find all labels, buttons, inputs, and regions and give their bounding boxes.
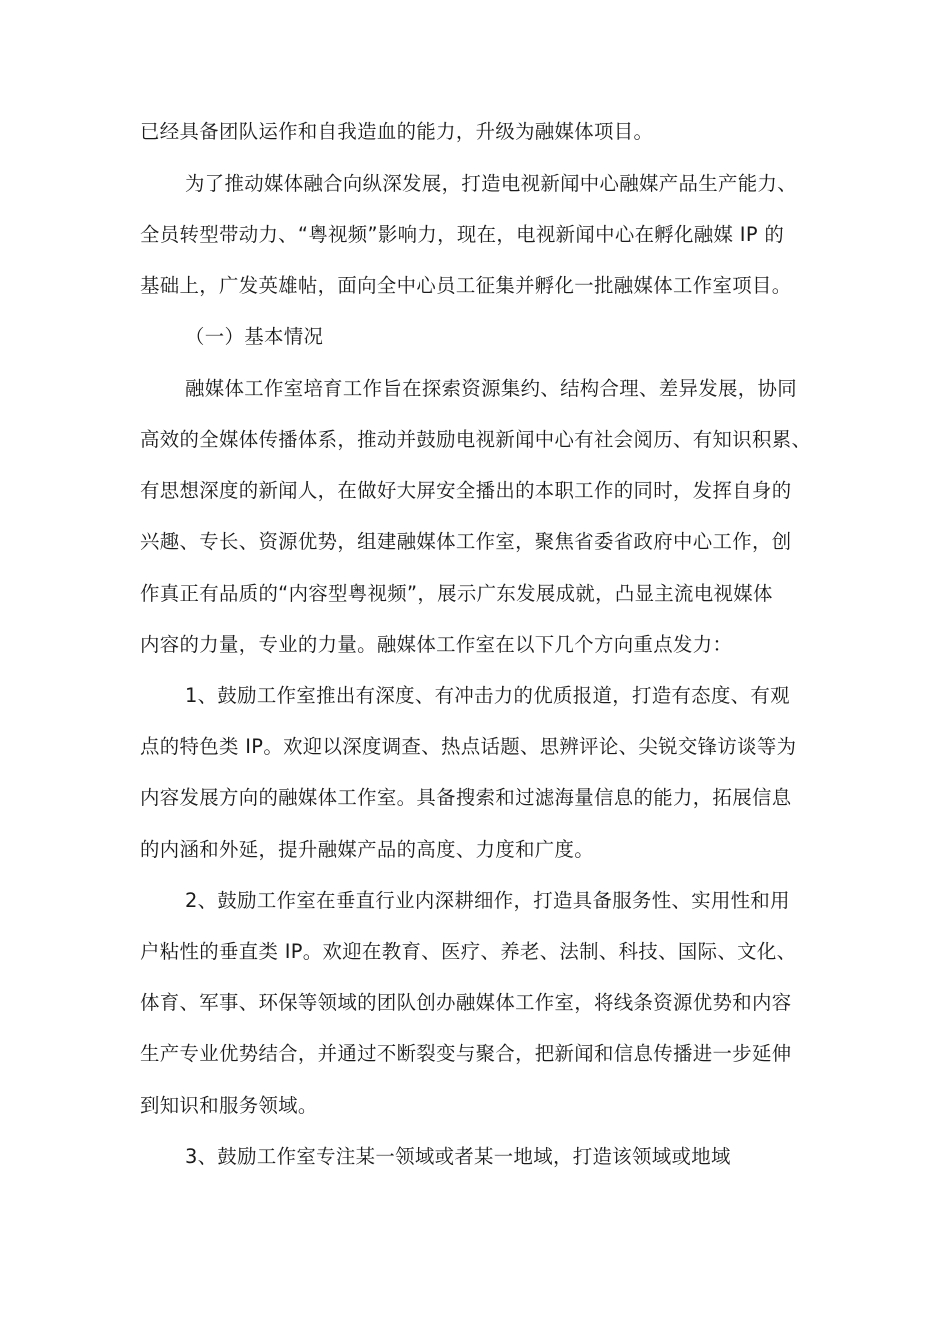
paragraph-line: 基础上，广发英雄帖，面向全中心员工征集并孵化一批融媒体工作室项目。 xyxy=(140,274,792,297)
paragraph-line: 为了推动媒体融合向纵深发展，打造电视新闻中心融媒产品生产能力、 xyxy=(185,172,797,195)
paragraph-line: 点的特色类 IP。欢迎以深度调查、热点话题、思辨评论、尖锐交锋访谈等为 xyxy=(140,735,797,758)
paragraph-line: 体育、军事、环保等领域的团队创办融媒体工作室，将线条资源优势和内容 xyxy=(140,991,792,1014)
paragraph-line: 的内涵和外延，提升融媒产品的高度、力度和广度。 xyxy=(140,838,595,861)
paragraph-line: 融媒体工作室培育工作旨在探索资源集约、结构合理、差异发展，协同 xyxy=(185,377,797,400)
paragraph-line: 3、鼓励工作室专注某一领域或者某一地域，打造该领域或地域 xyxy=(185,1145,731,1168)
paragraph-line: 内容的力量，专业的力量。融媒体工作室在以下几个方向重点发力： xyxy=(140,633,733,656)
paragraph-line: 全员转型带动力、“粤视频”影响力，现在，电视新闻中心在孵化融媒 IP 的 xyxy=(140,223,785,246)
paragraph-line: 作真正有品质的“内容型粤视频”，展示广东发展成就，凸显主流电视媒体 xyxy=(140,582,773,605)
paragraph-line: 生产专业优势结合，并通过不断裂变与聚合，把新闻和信息传播进一步延伸 xyxy=(140,1042,792,1065)
paragraph-line: 有思想深度的新闻人，在做好大屏安全播出的本职工作的同时，发挥自身的 xyxy=(140,479,792,502)
paragraph-line: 已经具备团队运作和自我造血的能力，升级为融媒体项目。 xyxy=(140,120,654,143)
paragraph-line: 高效的全媒体传播体系，推动并鼓励电视新闻中心有社会阅历、有知识积累、 xyxy=(140,428,812,451)
paragraph-line: 户粘性的垂直类 IP。欢迎在教育、医疗、养老、法制、科技、国际、文化、 xyxy=(140,940,797,963)
paragraph-line: 兴趣、专长、资源优势，组建融媒体工作室，聚焦省委省政府中心工作，创 xyxy=(140,530,792,553)
section-heading: （一）基本情况 xyxy=(185,325,324,348)
paragraph-line: 1、鼓励工作室推出有深度、有冲击力的优质报道，打造有态度、有观 xyxy=(185,684,790,707)
paragraph-line: 到知识和服务领域。 xyxy=(140,1094,318,1117)
paragraph-line: 内容发展方向的融媒体工作室。具备搜索和过滤海量信息的能力，拓展信息 xyxy=(140,786,792,809)
paragraph-line: 2、鼓励工作室在垂直行业内深耕细作，打造具备服务性、实用性和用 xyxy=(185,889,790,912)
